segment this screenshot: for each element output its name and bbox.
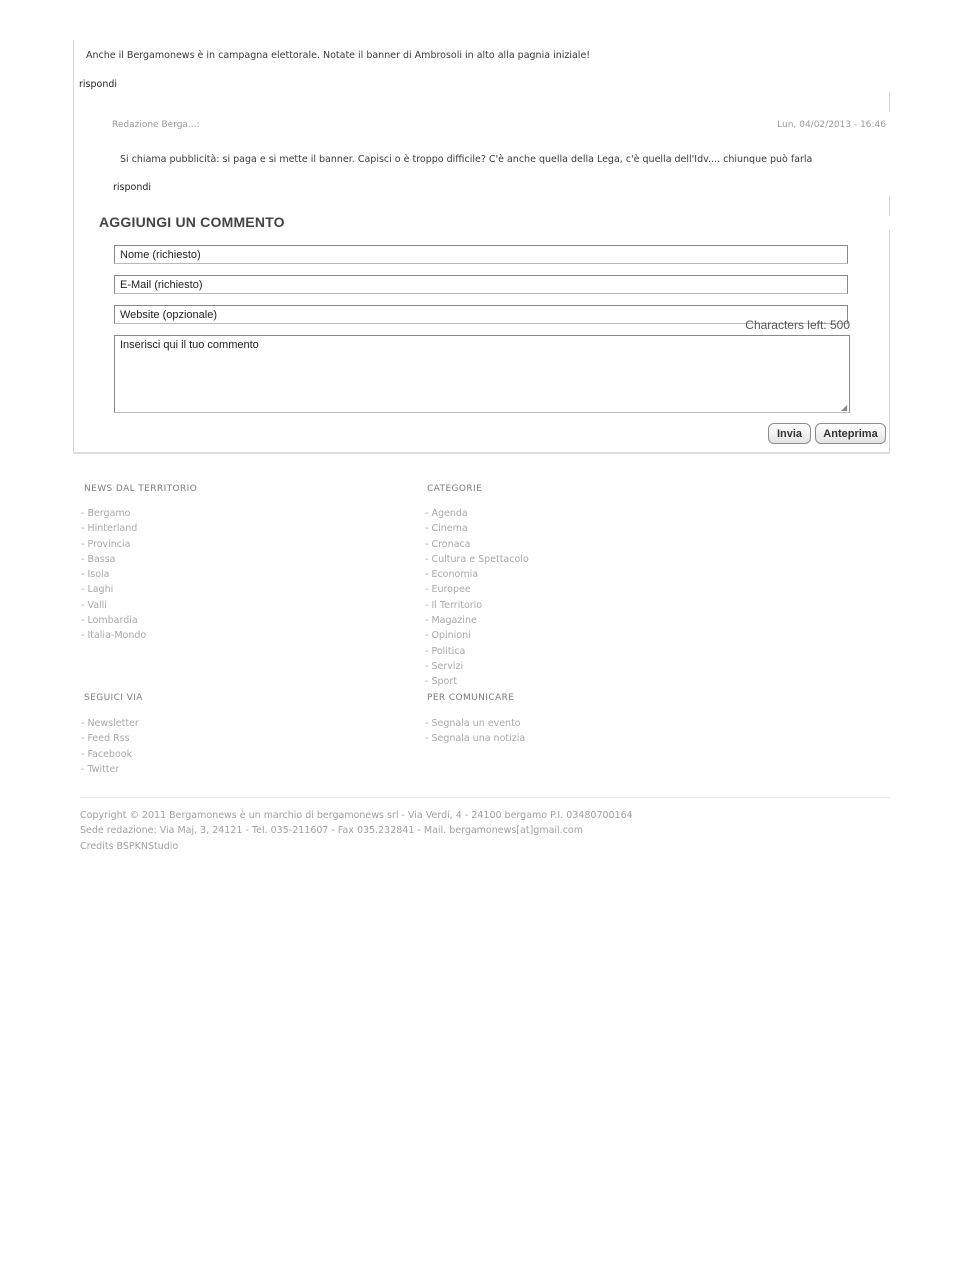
content-frame-right-border <box>889 196 890 216</box>
footer-link[interactable]: - Cultura e Spettacolo <box>425 553 529 565</box>
comment-date: Lun, 04/02/2013 - 16:46 <box>777 120 886 130</box>
footer-link[interactable]: - Servizi <box>425 660 464 672</box>
contact-line: Sede redazione: Via Maj, 3, 24121 - Tel. 035-211607 - Fax 035.232841 - Mail. bergamonews[at]gmail.com <box>80 825 583 837</box>
footer-link[interactable]: - Bergamo <box>81 508 131 519</box>
footer-link[interactable]: - Opinioni <box>425 630 471 642</box>
name-field[interactable] <box>114 245 848 264</box>
footer-link[interactable]: - Laghi <box>81 584 114 596</box>
footer-link[interactable]: - Feed Rss <box>81 733 130 745</box>
footer-link[interactable]: - Cinema <box>425 523 468 535</box>
footer-link[interactable]: - Sport <box>425 676 457 688</box>
footer-link[interactable]: - Italia-Mondo <box>81 630 147 642</box>
reply-link[interactable]: rispondi <box>113 182 152 193</box>
footer-link[interactable]: - Newsletter <box>81 718 139 729</box>
footer-link[interactable]: - Twitter <box>81 763 120 775</box>
footer-heading-news: NEWS DAL TERRITORIO <box>84 484 198 494</box>
content-frame-left-border <box>73 40 74 452</box>
footer-link[interactable]: - Segnala una notizia <box>425 733 526 745</box>
footer-link[interactable]: - Economia <box>425 569 479 581</box>
comment-author: Redazione Berga...: <box>112 120 200 130</box>
footer-link[interactable]: - Isola <box>81 569 110 581</box>
footer-link[interactable]: - Il Territorio <box>425 599 483 611</box>
footer-link[interactable]: - Politica <box>425 645 466 657</box>
footer-link[interactable]: - Europee <box>425 584 471 596</box>
content-frame-bottom-border <box>73 452 890 454</box>
comment-form-title: AGGIUNGI UN COMMENTO <box>99 214 285 230</box>
footer-news-list <box>81 506 146 644</box>
footer-heading-categories: CATEGORIE <box>427 484 483 494</box>
footer-link[interactable]: - Segnala un evento <box>425 718 521 729</box>
email-field[interactable] <box>114 275 848 294</box>
characters-left-counter: Characters left: 500 <box>745 318 850 332</box>
credits-link[interactable]: Credits BSPKNStudio <box>80 840 179 852</box>
comment-body: Anche il Bergamonews è in campagna elettorale. Notate il banner di Ambrosoli in alto alla pagnia iniziale! <box>86 50 591 61</box>
footer-categories-list <box>425 506 529 690</box>
submit-button[interactable]: Invia <box>768 423 811 444</box>
copyright-block <box>80 808 633 854</box>
footer-link[interactable]: - Provincia <box>81 538 131 550</box>
preview-button[interactable]: Anteprima <box>815 423 886 444</box>
footer-link[interactable]: - Facebook <box>81 748 133 760</box>
website-field[interactable] <box>114 305 848 324</box>
comment-body: Si chiama pubblicità: si paga e si mette il banner. Capisci o è troppo difficile? C'è anche quella della Lega, c'è quella dell'Idv.... chiunque può farla <box>120 154 813 165</box>
footer-link[interactable]: - Bassa <box>81 553 116 565</box>
content-frame-right-border <box>889 230 890 452</box>
resize-handle-icon[interactable]: ◢ <box>841 403 848 412</box>
footer-link[interactable]: - Lombardia <box>81 615 138 627</box>
comment-textarea[interactable] <box>114 335 850 413</box>
reply-link[interactable]: rispondi <box>79 79 118 90</box>
footer-heading-communicate: PER COMUNICARE <box>427 693 515 703</box>
footer-link[interactable]: - Magazine <box>425 615 477 627</box>
footer-link[interactable]: - Valli <box>81 599 107 611</box>
footer-link[interactable]: - Cronaca <box>425 538 471 550</box>
footer-divider <box>80 797 890 798</box>
content-frame-right-border <box>889 92 890 112</box>
footer-link[interactable]: - Hinterland <box>81 523 138 535</box>
footer-heading-follow: SEGUICI VIA <box>84 693 143 703</box>
footer-link[interactable]: - Agenda <box>425 508 468 519</box>
footer-follow-list <box>81 716 139 777</box>
footer-communicate-list <box>425 716 525 747</box>
copyright-line: Copyright © 2011 Bergamonews è un marchio di bergamonews srl - Via Verdi, 4 - 24100 bergamo P.I. 03480700164 <box>80 810 633 821</box>
